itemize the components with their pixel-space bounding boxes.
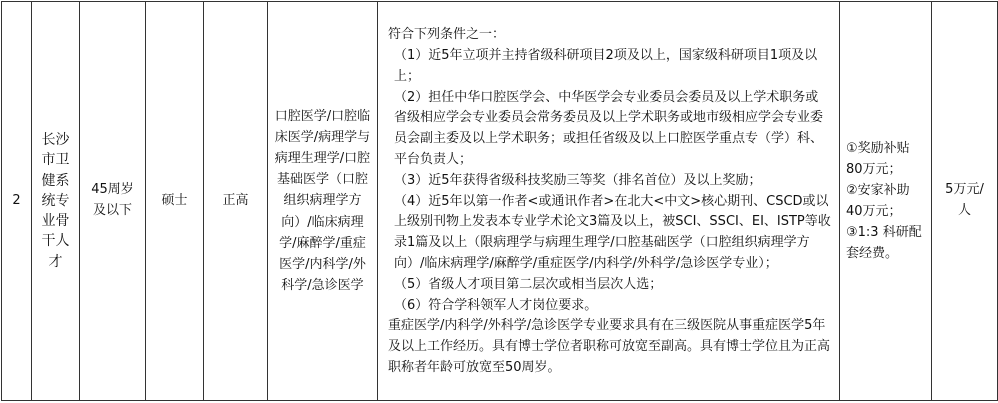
- benefit-item: ②安家补助40万元；: [846, 182, 910, 219]
- benefit-item: ③1:3 科研配套经费。: [846, 225, 922, 262]
- age-requirement: 45周岁及以下: [91, 182, 134, 218]
- benefit-item: ①奖励补贴80万元；: [846, 140, 910, 177]
- age-cell: [80, 2, 146, 401]
- requirement-item: （2）担任中华口腔医学会、中华医学会专业委员会委员及以上学术职务或省级相应学会专业委员会常务委员及以上学术职务或地市级相应学会专业委员会副主委及以上学术职务；或担任省级及以上口腔医学重点专（学）科、平台负责人；: [394, 89, 824, 167]
- degree-requirement: 硕士: [161, 192, 188, 208]
- title-requirement: 正高: [222, 192, 249, 208]
- salary-cell: [932, 2, 998, 401]
- requirement-item: （4）近5年以第一作者<或通讯作者>在北大<中文>核心期刊、CSCD或以上级别刊物上发表本专业学术论文3篇及以上，被SCI、SSCI、EI、ISTP等收录1篇及以上（限病理学与病理生理学/口腔基础医学（口腔组织病理学方向）/临床病理学/麻醉学/重症医学/内科学/外科学/急诊医学专业）；: [394, 193, 831, 271]
- requirement-item: （1）近5年立项并主持省级科研项目2项及以上，国家级科研项目1项及以上；: [394, 48, 818, 84]
- requirement-item: （5）省级人才项目第二层次或相当层次人选；: [394, 276, 663, 292]
- requirement-item: （3）近5年获得省级科技奖励三等奖（排名首位）及以上奖励；: [394, 172, 762, 188]
- specialty-cell: [268, 2, 378, 401]
- position-name: 长沙市卫健系统专业骨干人才: [41, 131, 70, 270]
- row-index-cell: [2, 2, 32, 401]
- position-cell: [32, 2, 80, 401]
- title-cell: [204, 2, 268, 401]
- table-row: [2, 2, 998, 401]
- salary-value: 5万元/人: [945, 182, 984, 218]
- degree-cell: [146, 2, 204, 401]
- specialty-list: 口腔医学/口腔临床医学/病理学与病理生理学/口腔基础医学（口腔组织病理学方向）/临床病理学/麻醉学/重症医学/内科学/外科学/急诊医学: [274, 109, 371, 293]
- row-index: 2: [12, 192, 21, 208]
- requirement-item: （6）符合学科领军人才岗位要求。: [394, 297, 598, 313]
- requirements-cell: [378, 2, 840, 401]
- benefits-cell: [840, 2, 932, 401]
- requirements-intro: 符合下列条件之一：: [388, 27, 506, 43]
- requirements-note: 重症医学/内科学/外科学/急诊医学专业要求具有在三级医院从事重症医学5年及以上工作经历。具有博士学位者职称可放宽至副高。具有博士学位且为正高职称者年龄可放宽至50周岁。: [388, 318, 831, 375]
- recruitment-table: [1, 1, 998, 401]
